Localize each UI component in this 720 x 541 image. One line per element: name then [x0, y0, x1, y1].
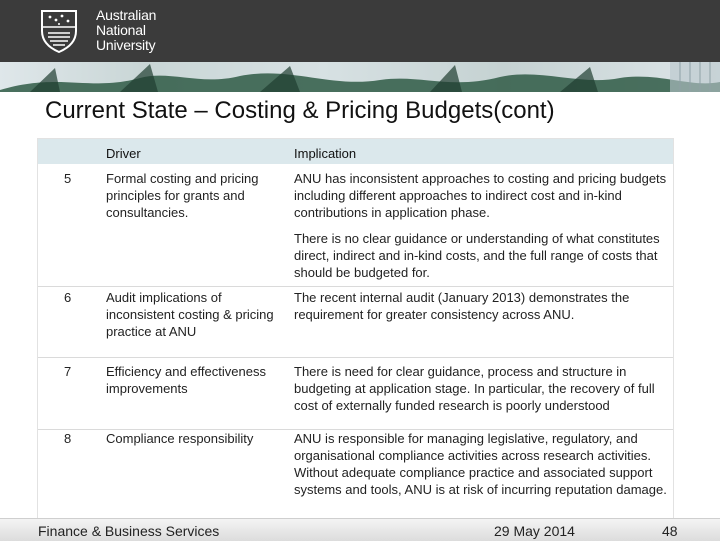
row-implication: The recent internal audit (January 2013) demonstrates the requirement for greater consistency across ANU.	[294, 290, 630, 322]
row-implication: ANU is responsible for managing legislative, regulatory, and organisational compliance activities across research activities. Without adequate compliance practice and associated support systems and tools, ANU is at risk of incurring reputation damage.	[294, 431, 667, 497]
slide-title: Current State – Costing & Pricing Budgets(cont)	[45, 97, 555, 124]
table-row	[38, 357, 673, 430]
row-driver: Formal costing and pricing principles for grants and consultancies.	[106, 171, 259, 220]
footer	[0, 518, 720, 541]
footer-page-number: 48	[662, 523, 678, 539]
row-implication-extra: There is no clear guidance or understanding of what constitutes direct, indirect and in-kind costs, and the full range of costs that should be budgeted for.	[294, 231, 660, 280]
row-driver: Compliance responsibility	[106, 431, 254, 446]
header-implication: Implication	[294, 146, 357, 161]
row-implication: There is need for clear guidance, process and structure in budgeting at application stage. In particular, the recovery of full cost of externally funded research is poorly understood	[294, 364, 655, 413]
row-implication: ANU has inconsistent approaches to costing and pricing budgets including different approaches to indirect cost and in-kind contributions in application phase.	[294, 171, 667, 220]
row-number: 5	[64, 171, 72, 186]
row-number: 8	[64, 431, 72, 446]
logo-line-1: Australian	[96, 7, 157, 23]
footer-org: Finance & Business Services	[38, 523, 220, 539]
table-row	[38, 286, 673, 358]
header-driver: Driver	[106, 146, 141, 161]
logo-wordmark	[96, 8, 156, 53]
logo-line-3: University	[96, 37, 156, 53]
footer-date: 29 May 2014	[494, 523, 575, 539]
table-row	[38, 429, 673, 519]
logo-line-2: National	[96, 22, 146, 38]
row-driver: Efficiency and effectiveness improvements	[106, 364, 266, 396]
row-driver: Audit implications of inconsistent costing & pricing practice at ANU	[106, 290, 274, 339]
anu-logo[interactable]	[36, 7, 166, 55]
anu-crest-icon	[36, 7, 82, 53]
header-photo-strip	[0, 62, 720, 92]
row-number: 6	[64, 290, 72, 305]
row-number: 7	[64, 364, 72, 379]
table-header	[38, 139, 673, 164]
header-banner	[0, 0, 720, 62]
table-row	[38, 164, 673, 287]
photo-strip-image	[0, 62, 720, 92]
drivers-table	[37, 138, 674, 519]
